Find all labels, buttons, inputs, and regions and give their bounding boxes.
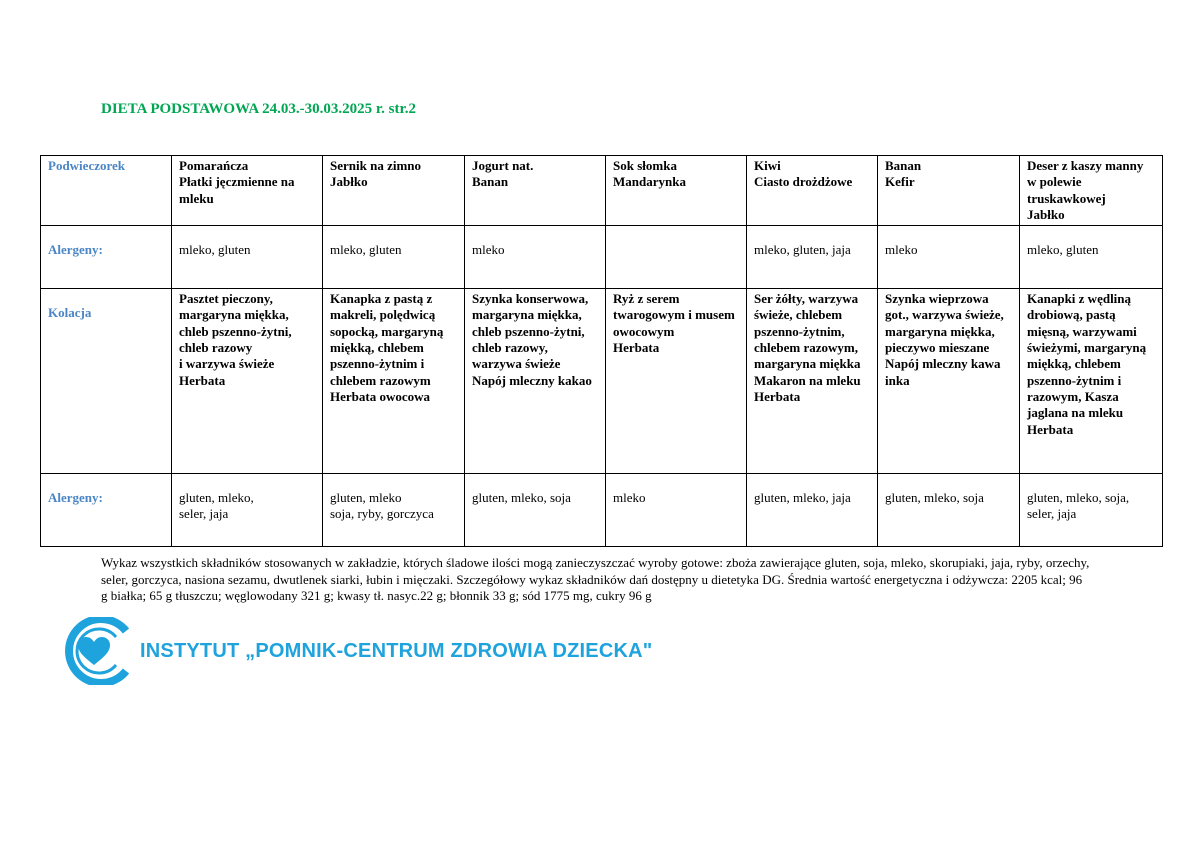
table-cell: Szynka wieprzowa got., warzywa świeże, margaryna miękka, pieczywo mieszane Napój mleczny kawa inka <box>878 289 1020 474</box>
table-cell: mleko <box>465 226 606 289</box>
document-title: DIETA PODSTAWOWA 24.03.-30.03.2025 r. str.2 <box>101 101 417 117</box>
row-label: Alergeny: <box>41 226 172 289</box>
row-label: Podwieczorek <box>41 156 172 226</box>
table-cell: gluten, mleko, seler, jaja <box>172 474 323 547</box>
table-cell: Ser żółty, warzywa świeże, chlebem pszenno-żytnim, chlebem razowym, margaryna miękka Makaron na mleku Herbata <box>747 289 878 474</box>
table-cell: gluten, mleko, jaja <box>747 474 878 547</box>
menu-table <box>40 155 1163 547</box>
table-cell: Sok słomka Mandarynka <box>606 156 747 226</box>
table-cell: Deser z kaszy manny w polewie truskawkowej Jabłko <box>1020 156 1163 226</box>
table-cell: mleko, gluten <box>323 226 465 289</box>
row-label: Kolacja <box>41 289 172 474</box>
row-label: Alergeny: <box>41 474 172 547</box>
table-cell: mleko <box>606 474 747 547</box>
table-row-podwieczorek <box>41 156 1163 226</box>
table-cell: gluten, mleko, soja <box>465 474 606 547</box>
table-cell: Banan Kefir <box>878 156 1020 226</box>
table-cell: Kanapki z wędliną drobiową, pastą mięsną, warzywami świeżymi, margaryną miękką, chlebem pszenno-żytnim i razowym, Kasza jaglana na mleku Herbata <box>1020 289 1163 474</box>
institute-name: INSTYTUT „POMNIK-CENTRUM ZDROWIA DZIECKA" <box>140 639 653 662</box>
table-cell: Sernik na zimno Jabłko <box>323 156 465 226</box>
table-cell: Kiwi Ciasto drożdżowe <box>747 156 878 226</box>
table-row-alergeny-2 <box>41 474 1163 547</box>
table-cell: mleko <box>878 226 1020 289</box>
table-cell: Kanapka z pastą z makreli, polędwicą sopocką, margaryną miękką, chlebem pszenno-żytnim i chlebem razowym Herbata owocowa <box>323 289 465 474</box>
heart-c-logo-icon <box>54 617 134 685</box>
allergen-footnote: Wykaz wszystkich składników stosowanych w zakładzie, których śladowe ilości mogą zanieczyszczać wyroby gotowe: zboża zawierające gluten, soja, mleko, skorupiaki, jaja, ryby, orzechy, seler, gorczyca, nasiona sezamu, dwutlenek siarki, łubin i mięczaki. Szczegółowy wykaz składników dań dostępny u dietetyka DG. Średnia wartość energetyczna i odżywcza: 2205 kcal; 96 g białka; 65 g tłuszczu; węglowodany 321 g; kwasy tł. nasyc.22 g; błonnik 33 g; sód 1775 mg, cukry 96 g <box>101 555 1090 603</box>
table-row-kolacja <box>41 289 1163 474</box>
table-cell: mleko, gluten <box>172 226 323 289</box>
table-cell: Pomarańcza Płatki jęczmienne na mleku <box>172 156 323 226</box>
table-cell <box>606 226 747 289</box>
table-cell: Szynka konserwowa, margaryna miękka, chleb pszenno-żytni, chleb razowy, warzywa świeże Napój mleczny kakao <box>465 289 606 474</box>
table-cell: Ryż z serem twarogowym i musem owocowym Herbata <box>606 289 747 474</box>
institute-logo <box>54 617 652 685</box>
table-cell: Jogurt nat. Banan <box>465 156 606 226</box>
table-cell: gluten, mleko, soja, seler, jaja <box>1020 474 1163 547</box>
table-cell: mleko, gluten, jaja <box>747 226 878 289</box>
table-cell: gluten, mleko, soja <box>878 474 1020 547</box>
table-cell: mleko, gluten <box>1020 226 1163 289</box>
table-cell: Pasztet pieczony, margaryna miękka, chleb pszenno-żytni, chleb razowy i warzywa świeże Herbata <box>172 289 323 474</box>
table-row-alergeny-1 <box>41 226 1163 289</box>
table-cell: gluten, mleko soja, ryby, gorczyca <box>323 474 465 547</box>
